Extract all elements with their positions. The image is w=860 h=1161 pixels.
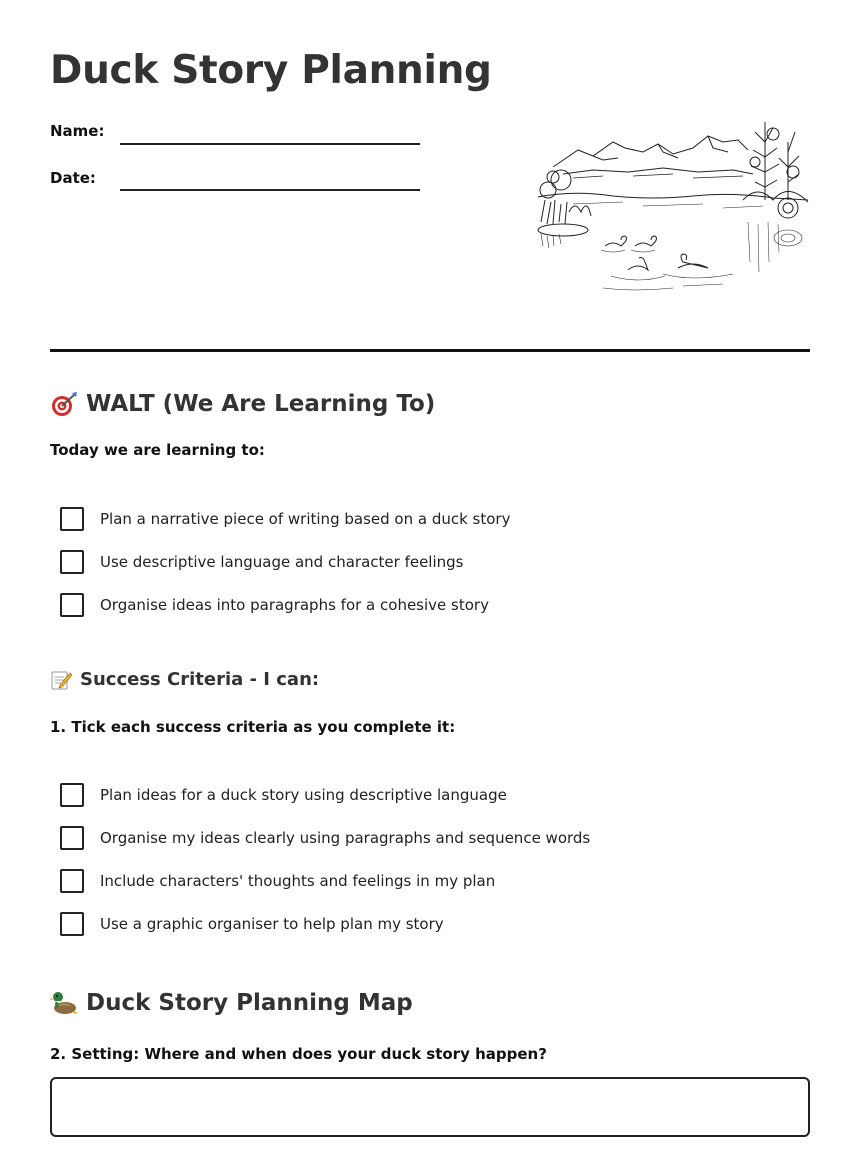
success-criteria-instruction: 1. Tick each success criteria as you complete it: <box>50 718 456 736</box>
setting-question: 2. Setting: Where and when does your duck story happen? <box>50 1045 547 1063</box>
lake-scene-with-ducks-illustration <box>533 112 810 296</box>
date-label: Date: <box>50 169 96 187</box>
checkbox[interactable] <box>60 507 84 531</box>
success-criteria-item-2[interactable] <box>60 825 590 851</box>
section-divider <box>50 349 810 352</box>
target-emoji <box>50 390 78 418</box>
success-criteria-item-text: Include characters' thoughts and feelings in my plan <box>100 872 496 890</box>
checkbox[interactable] <box>60 826 84 850</box>
duck-emoji <box>50 989 78 1017</box>
planning-map-heading <box>50 989 413 1017</box>
success-criteria-item-3[interactable] <box>60 868 495 894</box>
name-label: Name: <box>50 122 105 140</box>
walt-item-text: Plan a narrative piece of writing based on a duck story <box>100 510 511 528</box>
success-criteria-item-text: Plan ideas for a duck story using descriptive language <box>100 786 507 804</box>
success-criteria-heading-text: Success Criteria - I can: <box>80 668 320 690</box>
walt-heading <box>50 390 435 418</box>
setting-answer-box[interactable] <box>50 1077 810 1137</box>
success-criteria-heading <box>50 668 319 690</box>
success-criteria-item-1[interactable] <box>60 782 507 808</box>
checkbox[interactable] <box>60 593 84 617</box>
page-title: Duck Story Planning <box>50 48 492 93</box>
checkbox[interactable] <box>60 912 84 936</box>
checkbox[interactable] <box>60 550 84 574</box>
success-criteria-item-text: Use a graphic organiser to help plan my story <box>100 915 444 933</box>
walt-item-text: Use descriptive language and character feelings <box>100 553 464 571</box>
checkbox[interactable] <box>60 869 84 893</box>
walt-item-2[interactable] <box>60 549 464 575</box>
planning-map-heading-text: Duck Story Planning Map <box>86 990 413 1016</box>
walt-item-3[interactable] <box>60 592 489 618</box>
checkbox[interactable] <box>60 783 84 807</box>
walt-item-1[interactable] <box>60 506 510 532</box>
success-criteria-item-text: Organise my ideas clearly using paragraphs and sequence words <box>100 829 591 847</box>
memo-emoji <box>50 668 72 690</box>
name-field[interactable] <box>120 143 420 145</box>
date-field[interactable] <box>120 189 420 191</box>
success-criteria-item-4[interactable] <box>60 911 444 937</box>
walt-intro: Today we are learning to: <box>50 441 265 459</box>
walt-item-text: Organise ideas into paragraphs for a cohesive story <box>100 596 489 614</box>
walt-heading-text: WALT (We Are Learning To) <box>86 391 436 417</box>
